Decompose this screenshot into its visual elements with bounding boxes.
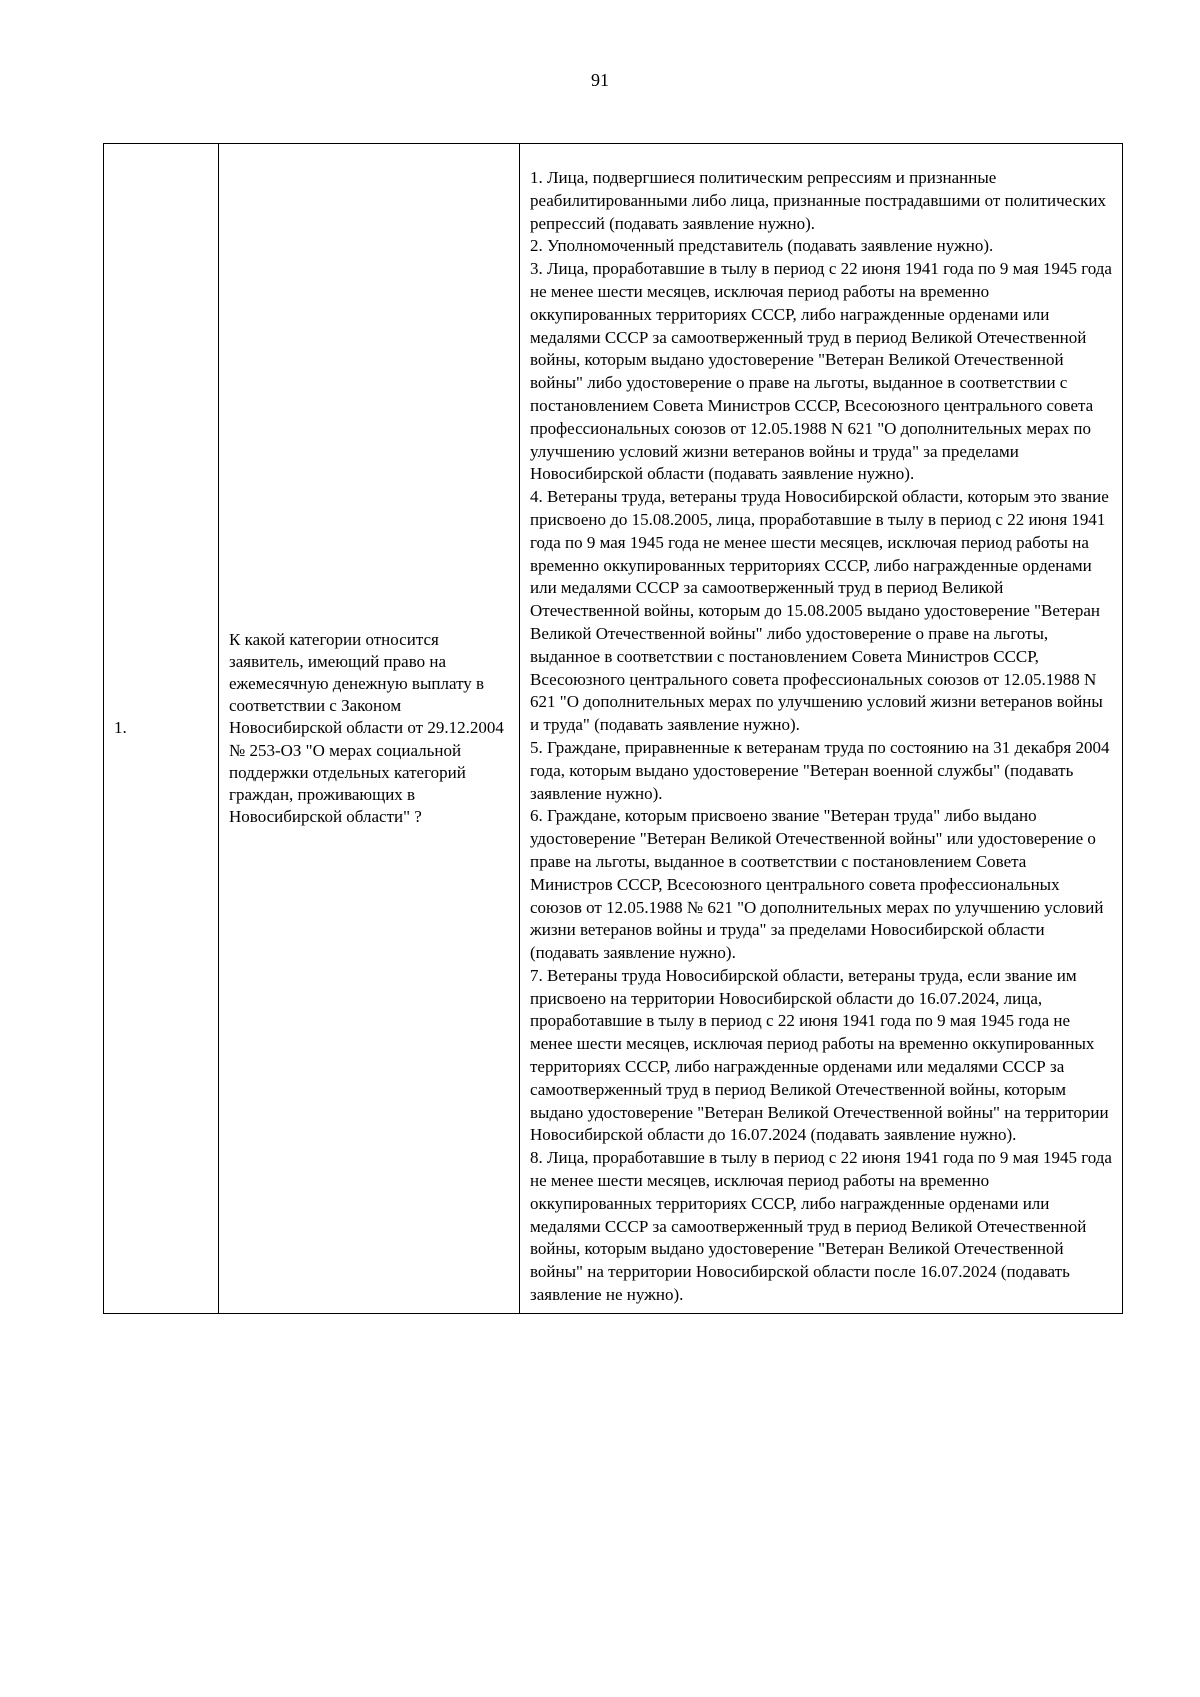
question-text: К какой категории относится заявитель, имеющий право на ежемесячную денежную выплату в соответствии с Законом Новосибирской области от 29.12.2004 № 253-ОЗ "О мерах социальной поддержки отдельных категорий граждан, проживающих в Новосибирской области" ? xyxy=(229,629,504,827)
row-number-cell xyxy=(104,144,219,1314)
faq-table xyxy=(103,143,1123,1314)
answer-item: 1. Лица, подвергшиеся политическим репрессиям и признанные реабилитированными либо лица, признанные пострадавшими от политических репрессий (подавать заявление нужно). xyxy=(530,168,1107,233)
answer-item: 6. Граждане, которым присвоено звание "Ветеран труда" либо выдано удостоверение "Ветеран Великой Отечественной войны" или удостоверение о праве на льготы, выданное в соответствии с постановлением Совета Министров СССР, Всесоюзного центрального совета профессиональных союзов от 12.05.1988 № 621 "О дополнительных мерах по улучшению условий жизни ветеранов войны и труда" за пределами Новосибирской области (подавать заявление нужно). xyxy=(530,806,1104,963)
page-number: 91 xyxy=(591,70,609,90)
answer-item: 3. Лица, проработавшие в тылу в период с 22 июня 1941 года по 9 мая 1945 года не менее шести месяцев, исключая период работы на временно оккупированных территориях СССР, либо награжденные орденами или медалями СССР за самоотверженный труд в период Великой Отечественной войны, которым выдано удостоверение "Ветеран Великой Отечественной войны" либо удостоверение о праве на льготы, выданное в соответствии с постановлением Совета Министров СССР, Всесоюзного центрального совета профессиональных союзов от 12.05.1988 N 621 "О дополнительных мерах по улучшению условий жизни ветеранов войны и труда" за пределами Новосибирской области (подавать заявление нужно). xyxy=(530,259,1112,484)
question-cell xyxy=(219,144,520,1314)
answer-item: 8. Лица, проработавшие в тылу в период с 22 июня 1941 года по 9 мая 1945 года не менее шести месяцев, исключая период работы на временно оккупированных территориях СССР, либо награжденные орденами или медалями СССР за самоотверженный труд в период Великой Отечественной войны, которым выдано удостоверение "Ветеран Великой Отечественной войны" на территории Новосибирской области после 16.07.2024 (подавать заявление не нужно). xyxy=(530,1148,1112,1305)
answer-item: 5. Граждане, приравненные к ветеранам труда по состоянию на 31 декабря 2004 года, которым выдано удостоверение "Ветеран военной службы" (подавать заявление нужно). xyxy=(530,737,1110,803)
answer-item: 7. Ветераны труда Новосибирской области, ветераны труда, если звание им присвоено на территории Новосибирской области до 16.07.2024, лица, проработавшие в тылу в период с 22 июня 1941 года по 9 мая 1945 года не менее шести месяцев, исключая период работы на временно оккупированных территориях СССР, либо награжденные орденами или медалями СССР за самоотверженный труд в период Великой Отечественной войны, которым выдано удостоверение "Ветеран Великой Отечественной войны" на территории Новосибирской области до 16.07.2024 (подавать заявление нужно). xyxy=(530,965,1109,1145)
answer-cell xyxy=(520,144,1123,1314)
answer-item: 4. Ветераны труда, ветераны труда Новосибирской области, которым это звание присвоено до 15.08.2005, лица, проработавшие в тылу в период с 22 июня 1941 года по 9 мая 1945 года не менее шести месяцев, исключая период работы на временно оккупированных территориях СССР, либо награжденные орденами или медалями СССР за самоотверженный труд в период Великой Отечественной войны, которым до 15.08.2005 выдано удостоверение "Ветеран Великой Отечественной войны" либо удостоверение о праве на льготы, выданное в соответствии с постановлением Совета Министров СССР, Всесоюзного центрального совета профессиональных союзов от 12.05.1988 N 621 "О дополнительных мерах по улучшению условий жизни ветеранов войны и труда" (подавать заявление нужно). xyxy=(530,487,1109,735)
row-number: 1. xyxy=(114,718,127,738)
answer-item: 2. Уполномоченный представитель (подавать заявление нужно). xyxy=(530,236,994,256)
table-row xyxy=(104,144,1123,1314)
